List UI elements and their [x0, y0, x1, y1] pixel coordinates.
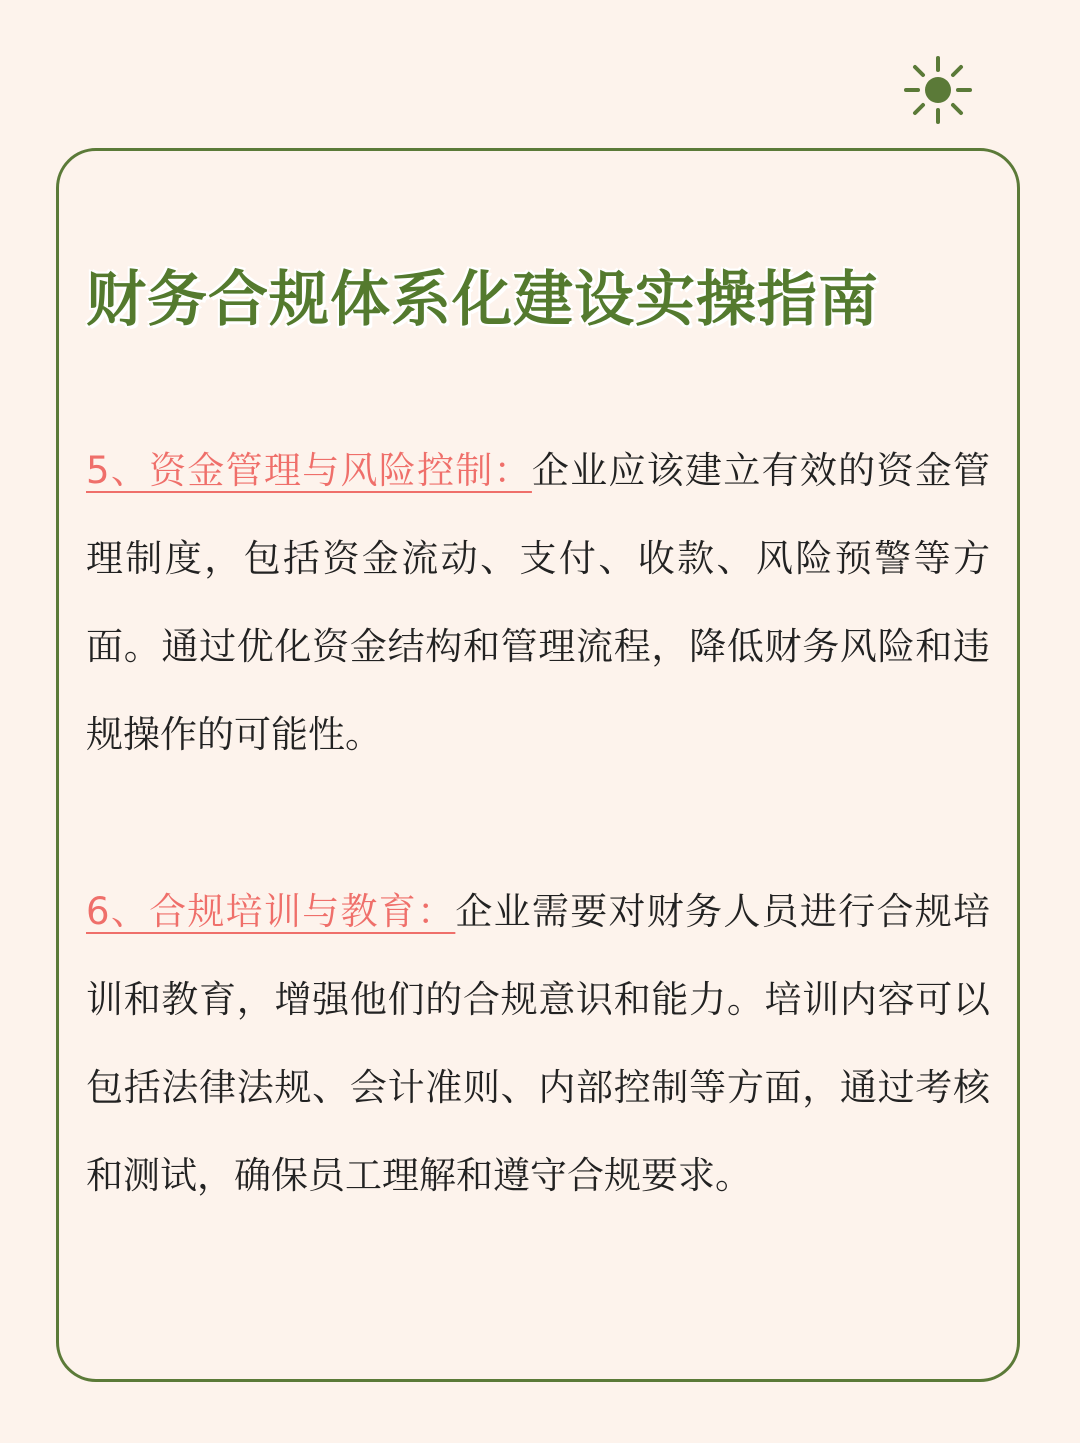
- section-heading: 5、资金管理与风险控制：: [86, 449, 532, 492]
- section-compliance-training: [86, 868, 990, 1220]
- page-title: 财务合规体系化建设实操指南: [86, 265, 879, 335]
- section-body: 企业需要对财务人员进行合规培训和教育，增强他们的合规意识和能力。培训内容可以包括法律法规、会计准则、内部控制等方面，通过考核和测试，确保员工理解和遵守合规要求。: [86, 890, 991, 1197]
- section-body: 企业应该建立有效的资金管理制度，包括资金流动、支付、收款、风险预警等方面。通过优化资金结构和管理流程，降低财务风险和违规操作的可能性。: [86, 449, 991, 756]
- section-fund-management: [86, 427, 990, 779]
- sun-icon: [900, 52, 976, 128]
- section-heading: 6、合规培训与教育：: [86, 890, 456, 933]
